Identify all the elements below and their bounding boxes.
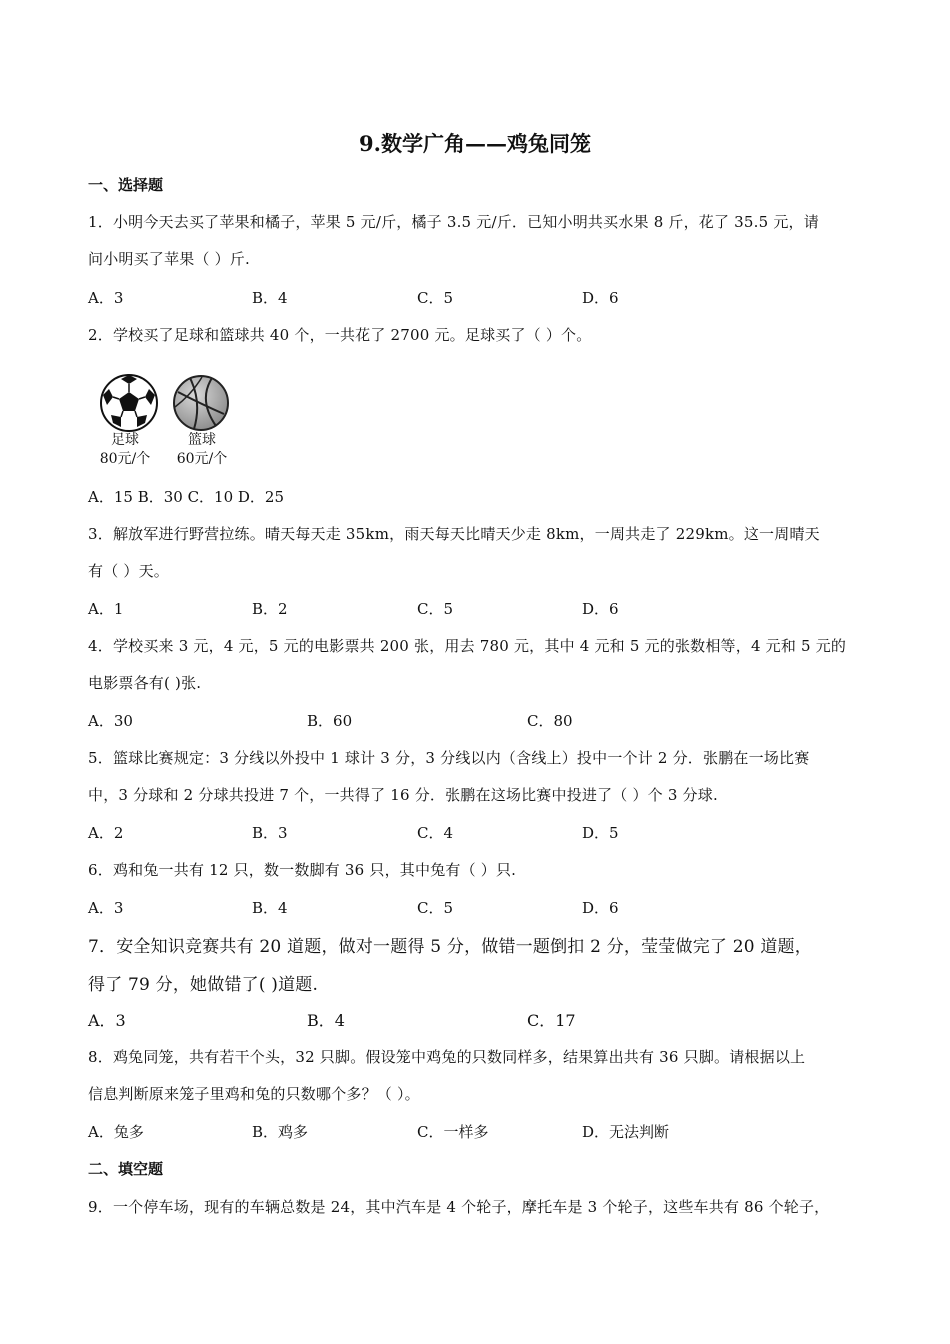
- question-6-option-c: C．5: [417, 899, 454, 917]
- question-2-line-1: 2．学校买了足球和篮球共 40 个，一共花了 2700 元。足球买了（ ）个。: [88, 326, 592, 344]
- question-5-option-c: C．4: [417, 824, 454, 842]
- question-7-line-2: 得了 79 分，她做错了( )道题.: [88, 975, 319, 995]
- question-1-option-a: A．3: [88, 289, 124, 307]
- question-8-line-1: 8．鸡兔同笼，共有若干个头，32 只脚。假设笼中鸡兔的只数同样多，结果算出共有 36 只脚。请根据以上: [88, 1048, 806, 1066]
- question-3-line-2: 有（ ）天。: [88, 562, 169, 580]
- question-7-option-b: B．4: [307, 1011, 345, 1030]
- soccer-name: 足球: [111, 432, 139, 448]
- question-5-line-2: 中，3 分球和 2 分球共投进 7 个，一共得了 16 分．张鹏在这场比赛中投进了（ ）个 3 分球.: [88, 786, 718, 804]
- question-8-option-b: B．鸡多: [252, 1123, 309, 1141]
- question-4-line-2: 电影票各有( )张.: [88, 674, 202, 692]
- page-title: 9.数学广角——鸡兔同笼: [359, 131, 591, 156]
- question-4-option-a: A．30: [88, 712, 133, 730]
- question-7-line-1: 7．安全知识竞赛共有 20 道题，做对一题得 5 分，做错一题倒扣 2 分，莹莹做完了 20 道题，: [88, 937, 812, 957]
- question-7-option-c: C．17: [527, 1011, 576, 1030]
- section-heading-choice: 一、选择题: [88, 176, 164, 194]
- basketball-icon: [172, 374, 230, 432]
- question-3-option-a: A．1: [88, 600, 124, 618]
- soccer-price: 80元/个: [99, 451, 151, 467]
- basketball-label: [162, 431, 242, 469]
- question-1-option-c: C．5: [417, 289, 454, 307]
- soccer-label: [85, 431, 165, 469]
- question-6-line-1: 6．鸡和兔一共有 12 只，数一数脚有 36 只，其中兔有（ ）只.: [88, 861, 517, 879]
- question-1-option-d: D．6: [582, 289, 619, 307]
- question-8-option-d: D．无法判断: [582, 1123, 670, 1141]
- question-9-line-1: 9．一个停车场，现有的车辆总数是 24，其中汽车是 4 个轮子，摩托车是 3 个轮子，这些车共有 86 个轮子，: [88, 1198, 830, 1216]
- question-6-option-b: B．4: [252, 899, 288, 917]
- question-1-line-1: 1．小明今天去买了苹果和橘子，苹果 5 元/斤，橘子 3.5 元/斤．已知小明共买水果 8 斤，花了 35.5 元，请: [88, 213, 819, 231]
- question-4-option-b: B．60: [307, 712, 353, 730]
- question-6-option-a: A．3: [88, 899, 124, 917]
- section-heading-fill-in: 二、填空题: [88, 1160, 164, 1178]
- question-2-options: A．15 B．30 C．10 D．25: [88, 488, 285, 506]
- question-8-option-a: A．兔多: [88, 1123, 144, 1141]
- question-4-option-c: C．80: [527, 712, 573, 730]
- question-3-option-b: B．2: [252, 600, 288, 618]
- question-8-option-c: C．一样多: [417, 1123, 489, 1141]
- question-1-option-b: B．4: [252, 289, 288, 307]
- soccer-ball-icon: [99, 373, 159, 433]
- question-5-option-d: D．5: [582, 824, 619, 842]
- question-5-line-1: 5．篮球比赛规定：3 分线以外投中 1 球计 3 分，3 分线以内（含线上）投中一个计 2 分．张鹏在一场比赛: [88, 749, 810, 767]
- question-3-line-1: 3．解放军进行野营拉练。晴天每天走 35km，雨天每天比晴天少走 8km，一周共走了 229km。这一周晴天: [88, 525, 820, 543]
- question-3-option-d: D．6: [582, 600, 619, 618]
- question-6-option-d: D．6: [582, 899, 619, 917]
- question-4-line-1: 4．学校买来 3 元，4 元，5 元的电影票共 200 张，用去 780 元，其中 4 元和 5 元的张数相等，4 元和 5 元的: [88, 637, 847, 655]
- question-1-line-2: 问小明买了苹果（ ）斤.: [88, 250, 250, 268]
- basketball-price: 60元/个: [176, 451, 228, 467]
- basketball-name: 篮球: [188, 432, 216, 448]
- question-5-option-b: B．3: [252, 824, 288, 842]
- question-3-option-c: C．5: [417, 600, 454, 618]
- question-7-option-a: A．3: [88, 1011, 126, 1030]
- question-5-option-a: A．2: [88, 824, 124, 842]
- question-8-line-2: 信息判断原来笼子里鸡和兔的只数哪个多？（ ）。: [88, 1085, 420, 1103]
